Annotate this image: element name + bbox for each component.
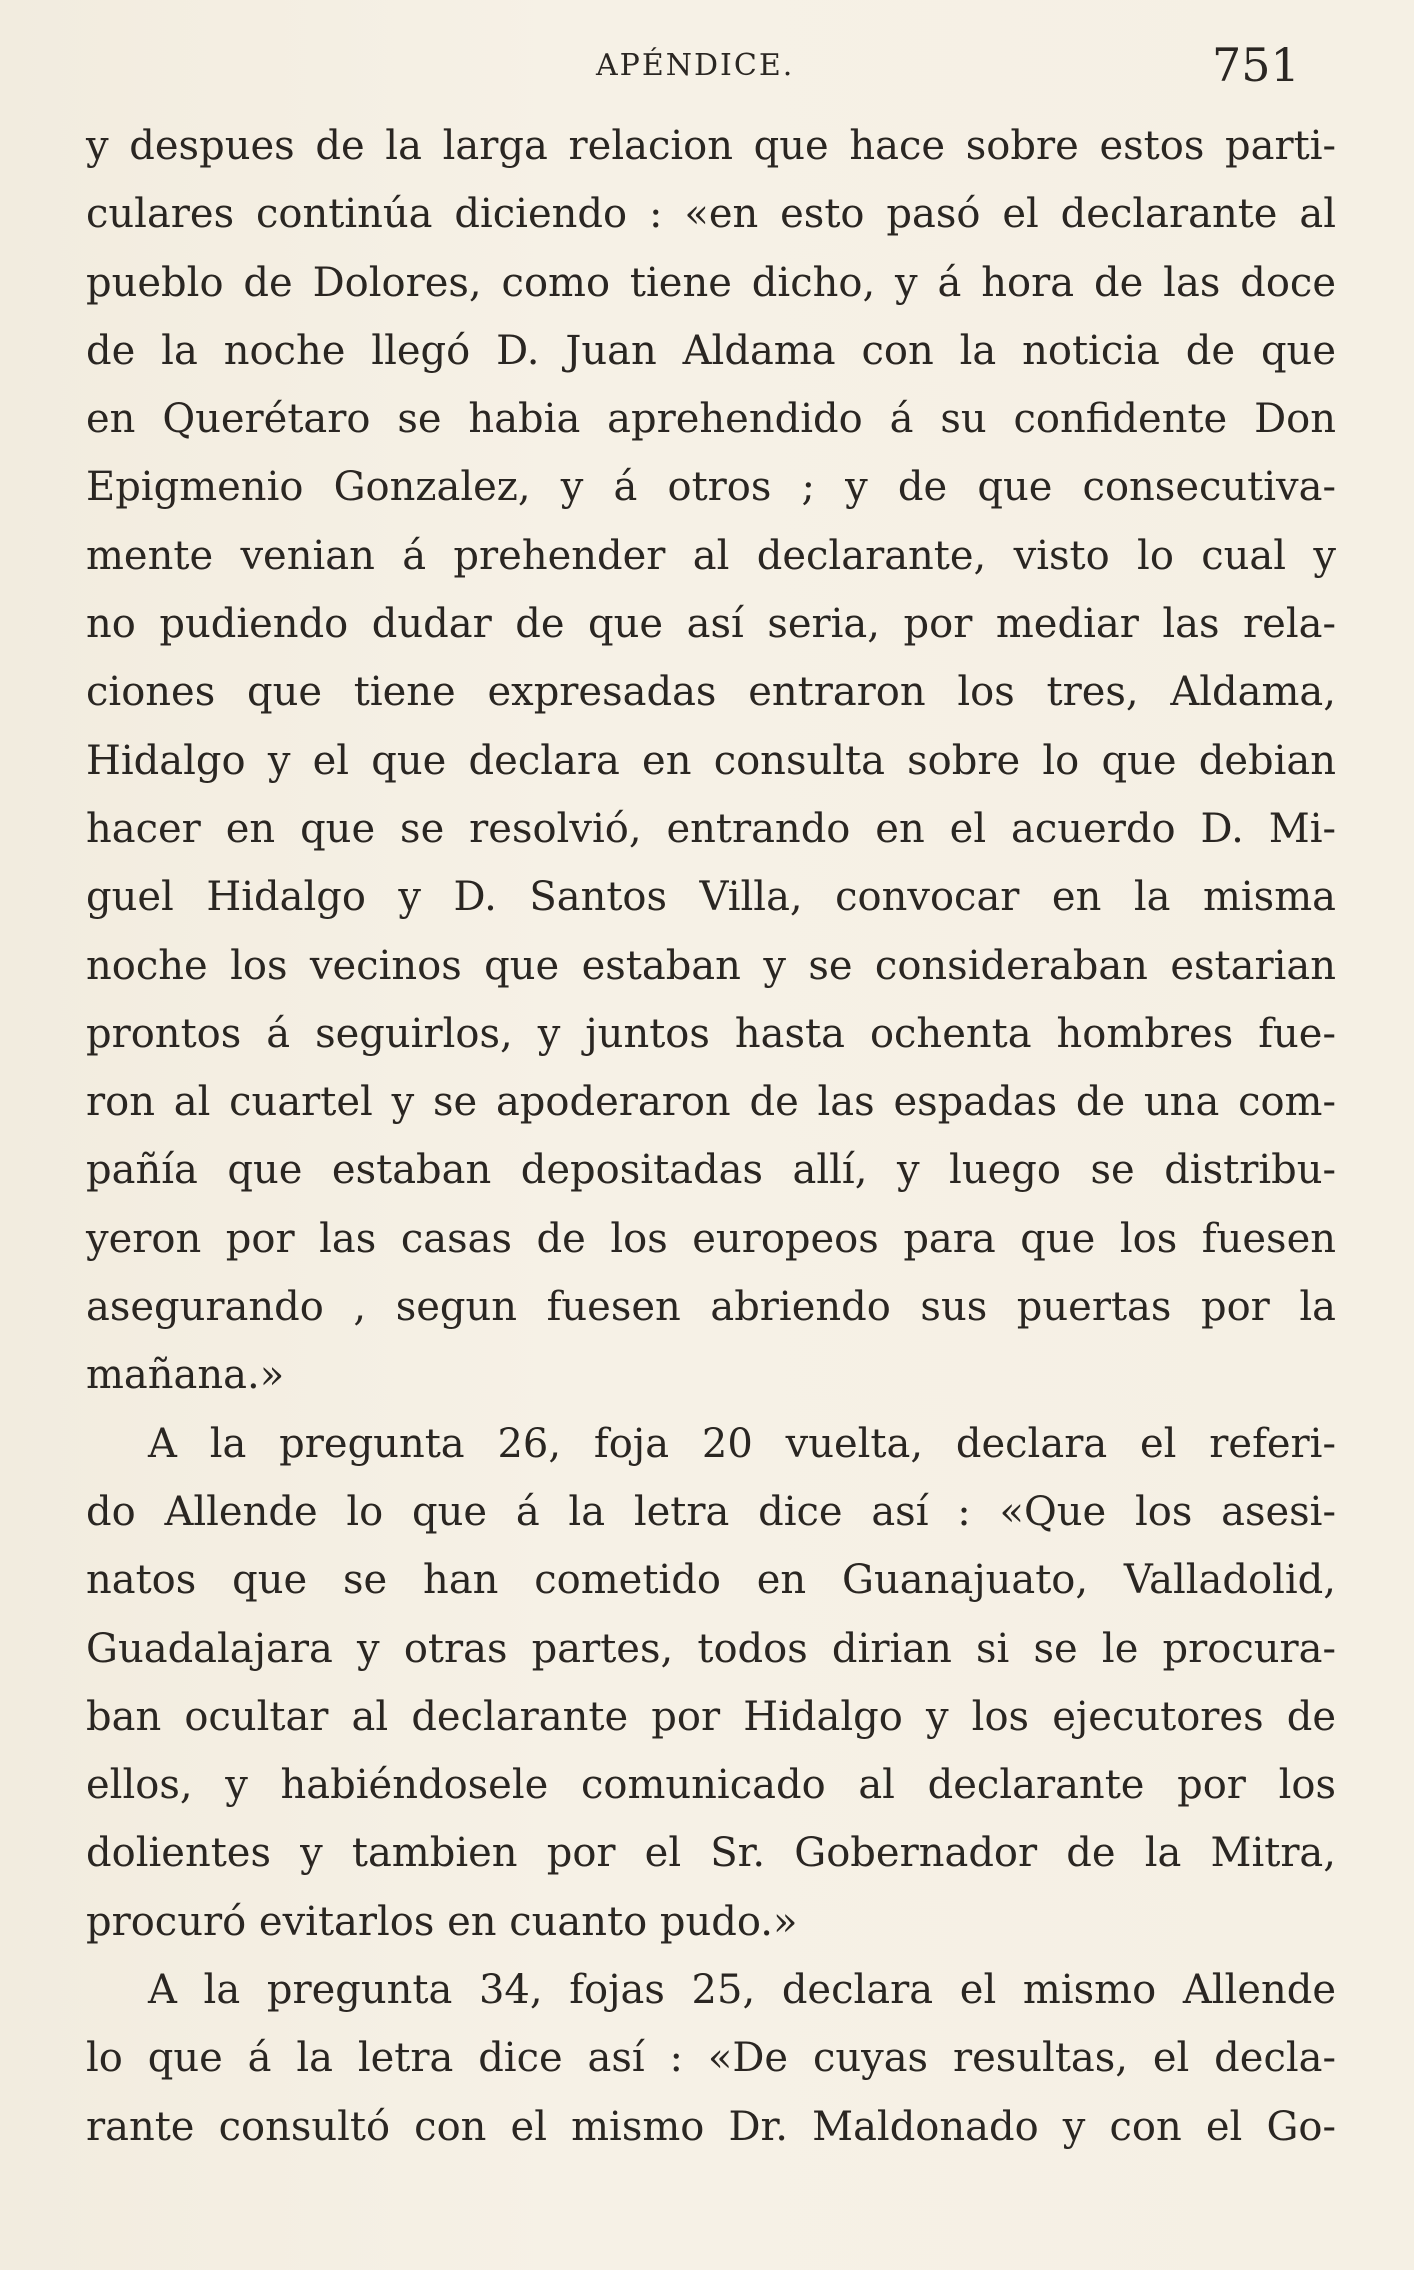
- paragraph-end-line: mañana.»: [86, 1352, 285, 1399]
- text-line: ciones que tiene expresadas entraron los tres, Aldama,: [86, 669, 1336, 716]
- text-line: pueblo de Dolores, como tiene dicho, y á hora de las doce: [86, 259, 1336, 306]
- text-line: pañía que estaban depositadas allí, y luego se distribu-: [86, 1147, 1336, 1194]
- paragraph-start-line: A la pregunta 26, foja 20 vuelta, declara el referi-: [148, 1420, 1336, 1467]
- text-line: mente venian á prehender al declarante, visto lo cual y: [86, 532, 1336, 579]
- text-line: culares continúa diciendo : «en esto pasó el declarante al: [86, 191, 1336, 238]
- text-line: ron al cuartel y se apoderaron de las espadas de una com-: [86, 1079, 1336, 1126]
- text-line: Guadalajara y otras partes, todos dirian si se le procura-: [86, 1625, 1336, 1672]
- page-header: [0, 38, 1414, 98]
- text-line: do Allende lo que á la letra dice así : «Que los asesi-: [86, 1488, 1336, 1535]
- text-line: lo que á la letra dice así : «De cuyas resultas, el decla-: [86, 2035, 1336, 2082]
- text-line: noche los vecinos que estaban y se consideraban estarian: [86, 942, 1336, 989]
- text-line: guel Hidalgo y D. Santos Villa, convocar en la misma: [86, 874, 1336, 921]
- text-line: Epigmenio Gonzalez, y á otros ; y de que consecutiva-: [86, 464, 1336, 511]
- paragraph-start-line: A la pregunta 34, fojas 25, declara el mismo Allende: [148, 1967, 1336, 2014]
- text-line: Hidalgo y el que declara en consulta sobre lo que debian: [86, 737, 1336, 784]
- text-line: prontos á seguirlos, y juntos hasta ochenta hombres fue-: [86, 1010, 1336, 1057]
- paragraph-end-line: procuró evitarlos en cuanto pudo.»: [86, 1898, 798, 1945]
- text-line: asegurando , segun fuesen abriendo sus puertas por la: [86, 1284, 1336, 1331]
- text-line: en Querétaro se habia aprehendido á su confidente Don: [86, 396, 1336, 443]
- text-line: hacer en que se resolvió, entrando en el acuerdo D. Mi-: [86, 805, 1336, 852]
- page-number: 751: [1212, 38, 1300, 92]
- body-text: [86, 112, 1336, 2161]
- text-line: no pudiendo dudar de que así seria, por mediar las rela-: [86, 601, 1336, 648]
- text-line: ellos, y habiéndosele comunicado al declarante por los: [86, 1762, 1336, 1809]
- text-line: ban ocultar al declarante por Hidalgo y los ejecutores de: [86, 1693, 1336, 1740]
- text-line: rante consultó con el mismo Dr. Maldonado y con el Go-: [86, 2103, 1336, 2150]
- text-line: natos que se han cometido en Guanajuato, Valladolid,: [86, 1557, 1336, 1604]
- text-line: dolientes y tambien por el Sr. Gobernador de la Mitra,: [86, 1830, 1336, 1877]
- text-line: y despues de la larga relacion que hace sobre estos parti-: [86, 123, 1336, 169]
- text-line: yeron por las casas de los europeos para que los fuesen: [86, 1215, 1336, 1262]
- text-line: de la noche llegó D. Juan Aldama con la noticia de que: [86, 327, 1336, 374]
- running-head: APÉNDICE.: [596, 48, 795, 83]
